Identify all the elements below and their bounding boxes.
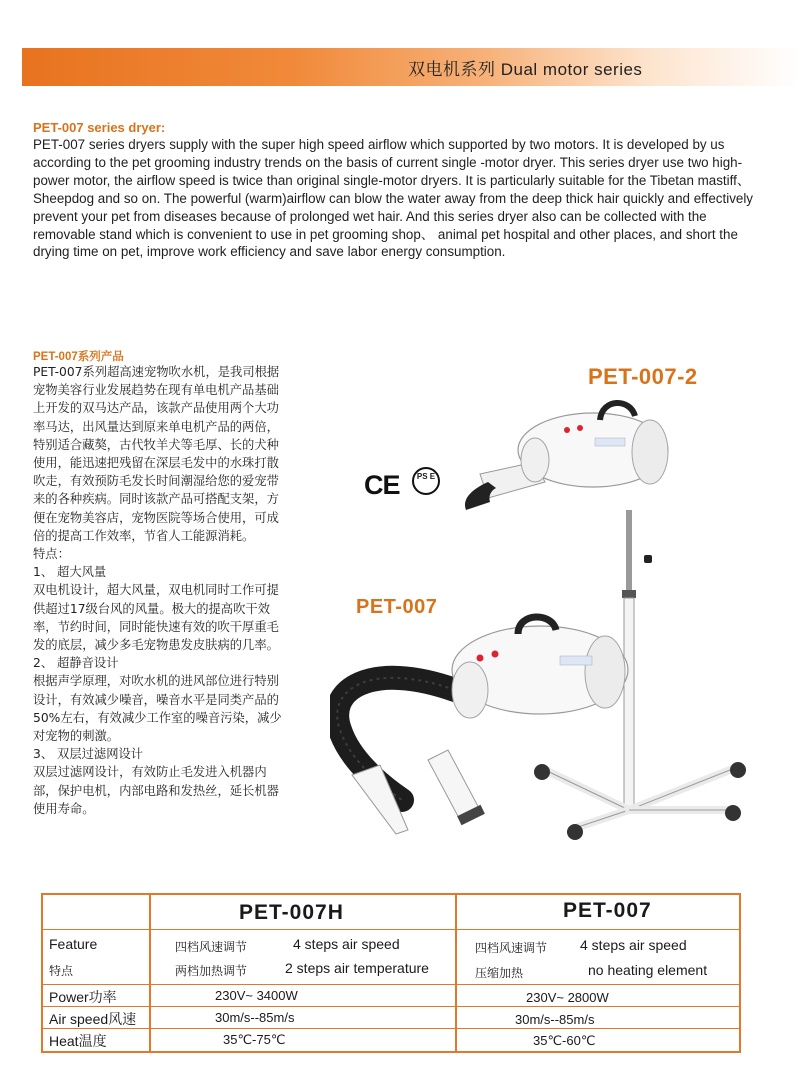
chinese-line: 使用，能迅速把残留在深层毛发中的水珠打散 (33, 456, 279, 471)
spec-a-feature-en-2: 2 steps air temperature (285, 960, 429, 976)
chinese-line: 来的各种疾病。同时该款产品可搭配支架，方 (33, 492, 279, 507)
english-description: PET-007 series dryers supply with the super high speed airflow which supported by two motors. It is developed by us according to the pet grooming industry trends on the basis of current single -motor dryer. This series dryer use two high-power motor, the airflow speed is twice than original single-motor dryers. It is particularly suitable for the Tibetan mastiff、Sheepdog and so on. The powerful (warm)airflow can blow the water away from the deep thick hair quickly and effectively prevent your pet from diseases because of prolonged wet hair. And this series dryer also can be collected with the removable stand which is convenient to use in pet grooming shop、 animal pet hospital and other places, and short the drying time on pet, improve work efficiency and save labor energy consumption. (33, 137, 754, 260)
chinese-line: 设计，有效减少噪音，噪音水平是同类产品的 (33, 692, 279, 707)
spec-b-feature-cn-1: 四档风速调节 (475, 941, 548, 955)
chinese-line: 对宠物的刺激。 (33, 729, 120, 744)
spec-a-heat: 35℃-75℃ (223, 1032, 286, 1047)
chinese-heading: PET-007系列产品 (33, 351, 124, 363)
spec-a-power: 230V~ 3400W (215, 988, 298, 1003)
dryer-products-image (330, 390, 770, 850)
spec-label-power: Power功率 (49, 989, 117, 1005)
chinese-line: 供超过17级台风的风量。极大的提高吹干效 (33, 601, 270, 616)
chinese-line: 使用寿命。 (33, 801, 95, 816)
spec-label-feature: Feature (49, 936, 98, 952)
ce-mark-icon: CE (364, 470, 400, 500)
spec-b-heat: 35℃-60℃ (533, 1033, 596, 1048)
page-title: 双电机系列 Dual motor series (408, 60, 643, 79)
dryer-bottom-unit (337, 617, 628, 834)
chinese-line: 吹走，有效预防毛发长时间潮湿给您的爱宠带 (33, 474, 279, 489)
chinese-line: 2、 超静音设计 (33, 656, 119, 671)
spec-b-feature-en-2: no heating element (588, 962, 708, 978)
spec-a-feature-en-1: 4 steps air speed (293, 936, 400, 952)
spec-a-feature-cn-1: 四档风速调节 (175, 940, 248, 954)
chinese-description (33, 363, 323, 818)
chinese-line: 率，节约时间，同时能快速有效的吹干厚重毛 (33, 619, 279, 634)
chinese-line: 50%左右，有效减少工作室的噪音污染，减少 (33, 710, 282, 725)
chinese-line: 1、 超大风量 (33, 565, 107, 580)
chinese-line: 发的底层，减少多毛宠物患发皮肤病的几率。 (33, 638, 279, 653)
chinese-line: 特别适合藏獒，古代牧羊犬等毛厚、长的犬种 (33, 437, 279, 452)
chinese-line: 3、 双层过滤网设计 (33, 747, 144, 762)
chinese-line: 率马达，出风量达到原来单电机产品的两倍， (33, 419, 279, 434)
pse-mark-icon: PS E (412, 467, 440, 495)
spec-head-pet-007: PET-007 (563, 899, 652, 922)
spec-table (41, 893, 741, 1053)
chinese-line: 双层过滤网设计，有效防止毛发进入机器内 (33, 765, 267, 780)
spec-b-feature-cn-2: 压缩加热 (475, 966, 524, 980)
chinese-line: 宠物美容行业发展趋势在现有单电机产品基础 (33, 383, 279, 398)
chinese-line: 特点： (33, 547, 70, 562)
spec-label-heat: Heat温度 (49, 1033, 107, 1049)
chinese-line: 上开发的双马达产品，该款产品使用两个大功 (33, 401, 279, 416)
spec-a-air-speed: 30m/s--85m/s (215, 1010, 295, 1025)
model-label-pet-007-2: PET-007-2 (588, 364, 698, 389)
dryer-top-unit (465, 403, 668, 510)
chinese-line: PET-007系列超高速宠物吹水机，是我司根据 (33, 365, 280, 379)
spec-b-feature-en-1: 4 steps air speed (580, 937, 687, 953)
spec-b-power: 230V~ 2800W (526, 990, 609, 1005)
chinese-line: 根据声学原理，对吹水机的进风部位进行特别 (33, 674, 279, 689)
spec-label-feature-cn: 特点 (49, 964, 74, 978)
spec-label-air-speed: Air speed风速 (49, 1011, 137, 1027)
spec-a-feature-cn-2: 两档加热调节 (175, 964, 248, 978)
spec-head-pet-007h: PET-007H (239, 901, 344, 924)
spec-b-air-speed: 30m/s--85m/s (515, 1012, 595, 1027)
chinese-line: 便在宠物美容店，宠物医院等场合使用，可成 (33, 510, 279, 525)
model-label-pet-007: PET-007 (356, 596, 438, 618)
chinese-line: 倍的提高工作效率，节省人工能源消耗。 (33, 528, 255, 543)
chinese-line: 部，保护电机，内部电路和发热丝，延长机器 (33, 783, 279, 798)
chinese-line: 双电机设计，超大风量，双电机同时工作可提 (33, 583, 279, 598)
english-heading: PET-007 series dryer: (33, 120, 166, 135)
